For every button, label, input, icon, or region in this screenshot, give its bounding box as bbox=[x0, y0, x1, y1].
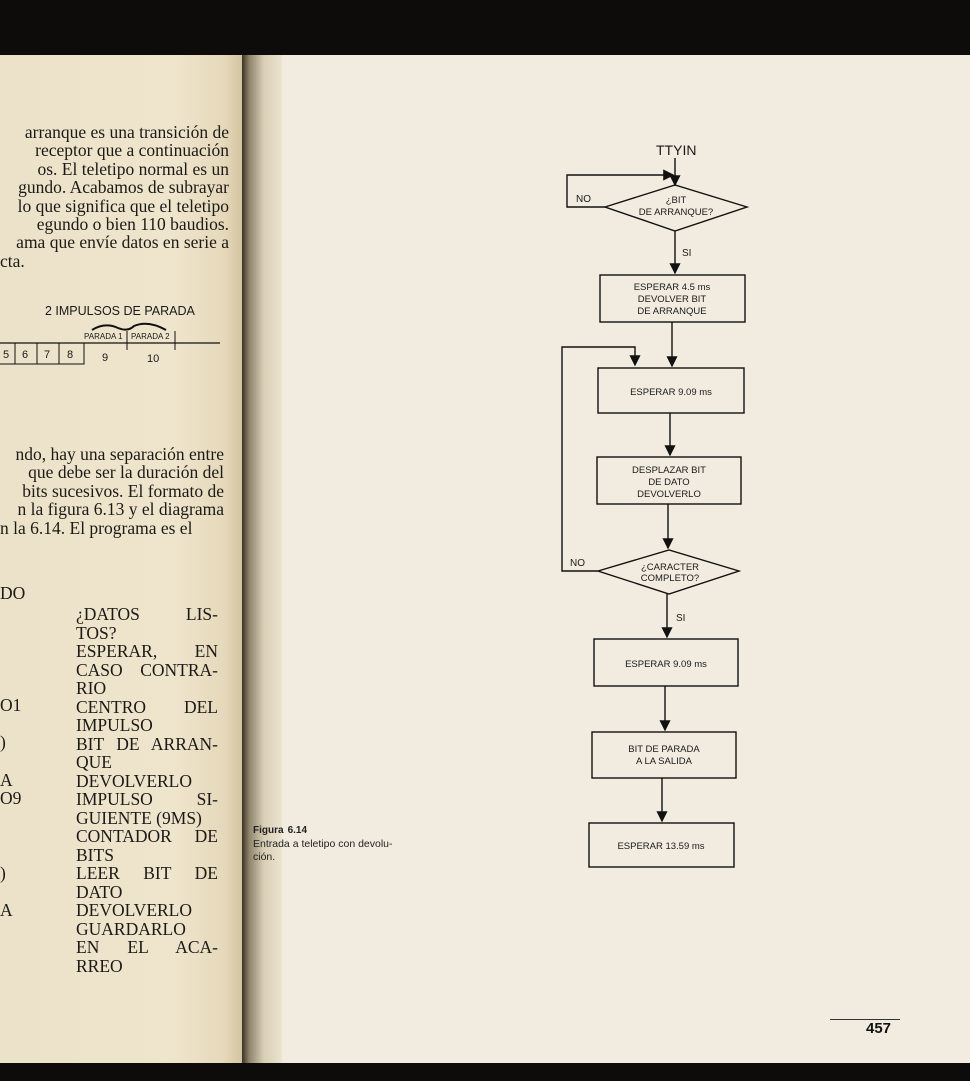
box6-text: ESPERAR 13.59 ms bbox=[617, 841, 705, 852]
no-label: NO bbox=[576, 194, 591, 205]
bit-cell: 6 bbox=[22, 349, 29, 361]
code-fragment: O9 bbox=[0, 788, 22, 808]
comment-line: CENTRO DEL bbox=[76, 696, 218, 717]
text-line: n la 6.14. El programa es el bbox=[0, 517, 193, 538]
comment-line: RIO bbox=[76, 678, 107, 698]
bit-cell: 7 bbox=[44, 349, 51, 361]
box3-line: DEVOLVERLO bbox=[637, 489, 701, 500]
figure-label: Figura bbox=[253, 825, 284, 836]
book-gutter bbox=[242, 55, 282, 1063]
comment-line: CONTADOR DE bbox=[76, 826, 218, 846]
decision2-line: ¿CARACTER bbox=[640, 562, 700, 573]
caption-line: Entrada a teletipo con devolu- bbox=[253, 838, 393, 850]
text-line: os. El teletipo normal es un bbox=[37, 158, 229, 179]
no-label-2: NO bbox=[570, 558, 585, 569]
comment-line: DEVOLVERLO bbox=[76, 900, 193, 920]
stop-bits-diagram bbox=[0, 300, 240, 375]
comment-line: GUIENTE (9MS) bbox=[76, 807, 202, 828]
comment-line: IMPULSO SI- bbox=[76, 789, 218, 809]
comment-line: ESPERAR, EN bbox=[76, 641, 218, 661]
bit-cell: 5 bbox=[3, 349, 10, 361]
code-fragment: A bbox=[0, 770, 13, 790]
text-line: que debe ser la duración del bbox=[28, 462, 224, 483]
text-line: n la figura 6.13 y el diagrama bbox=[17, 499, 224, 520]
text-line: gundo. Acabamos de subrayar bbox=[18, 177, 229, 198]
decision2-line: COMPLETO? bbox=[640, 573, 700, 584]
left-page bbox=[0, 55, 248, 1063]
comment-line: QUE bbox=[76, 752, 112, 772]
text-line: lo que significa que el teletipo bbox=[17, 195, 229, 216]
bit-label-9: 9 bbox=[102, 352, 109, 364]
text-line: receptor que a continuación bbox=[35, 140, 229, 161]
text-line: ama que envíe datos en serie a bbox=[16, 232, 229, 253]
comment-line: DEVOLVERLO bbox=[76, 770, 193, 791]
comment-line: IMPULSO bbox=[76, 715, 153, 735]
flowchart-title: TTYIN bbox=[656, 142, 697, 158]
comment-line: EN EL ACA- bbox=[76, 937, 218, 957]
decision1-line: DE ARRANQUE? bbox=[638, 207, 714, 218]
flowchart bbox=[540, 130, 780, 875]
comment-line: GUARDARLO bbox=[76, 918, 186, 939]
comment-line: BIT DE ARRAN- bbox=[76, 733, 218, 754]
text-line: egundo o bien 110 baudios. bbox=[36, 214, 229, 235]
code-fragment: DO bbox=[0, 583, 26, 603]
box1-line: DE ARRANQUE bbox=[637, 306, 707, 317]
box2-text: ESPERAR 9.09 ms bbox=[630, 387, 712, 398]
figure-number: 6.14 bbox=[287, 825, 308, 836]
second-paragraph bbox=[0, 445, 224, 537]
box3-line: DE DATO bbox=[648, 477, 690, 488]
box4-text: ESPERAR 9.09 ms bbox=[625, 659, 707, 670]
box1-line: DEVOLVER BIT bbox=[637, 294, 707, 305]
box1-line: ESPERAR 4.5 ms bbox=[633, 282, 711, 293]
bit-label-10: 10 bbox=[147, 353, 160, 365]
stop-bits-title: 2 IMPULSOS DE PARADA bbox=[45, 304, 195, 318]
comment-line: TOS? bbox=[76, 622, 117, 643]
comment-line: CASO CONTRA- bbox=[76, 659, 218, 680]
code-fragment: ) bbox=[0, 732, 6, 752]
figure-caption bbox=[253, 820, 413, 864]
comment-line: DATO bbox=[76, 881, 123, 902]
text-line: ndo, hay una separación entre bbox=[15, 444, 224, 464]
comment-line: ¿DATOS LIS- bbox=[76, 604, 218, 624]
code-fragment: A bbox=[0, 900, 13, 920]
code-comments bbox=[76, 605, 218, 975]
stop2-label: PARADA 2 bbox=[131, 332, 170, 341]
comment-line: LEER BIT DE bbox=[76, 863, 218, 883]
si-label-2: SI bbox=[676, 613, 686, 624]
text-line: bits sucesivos. El formato de bbox=[22, 480, 224, 501]
text-line: arranque es una transición de bbox=[24, 122, 229, 142]
bit-cell: 8 bbox=[67, 349, 74, 361]
stop-bit-box bbox=[592, 732, 736, 778]
intro-paragraph bbox=[0, 123, 229, 270]
box5-line: BIT DE PARADA bbox=[628, 744, 700, 755]
page-number: 457 bbox=[866, 1020, 892, 1037]
code-fragment: ) bbox=[0, 863, 6, 883]
caption-line: ción. bbox=[253, 851, 276, 863]
code-fragment: O1 bbox=[0, 695, 22, 715]
box5-line: A LA SALIDA bbox=[636, 756, 692, 767]
si-label: SI bbox=[682, 248, 692, 259]
box3-line: DESPLAZAR BIT bbox=[632, 465, 706, 476]
comment-line: RREO bbox=[76, 955, 123, 976]
stop1-label: PARADA 1 bbox=[84, 332, 123, 341]
comment-line: BITS bbox=[76, 844, 114, 865]
text-line: cta. bbox=[0, 250, 25, 271]
decision1-line: ¿BIT bbox=[665, 195, 687, 206]
